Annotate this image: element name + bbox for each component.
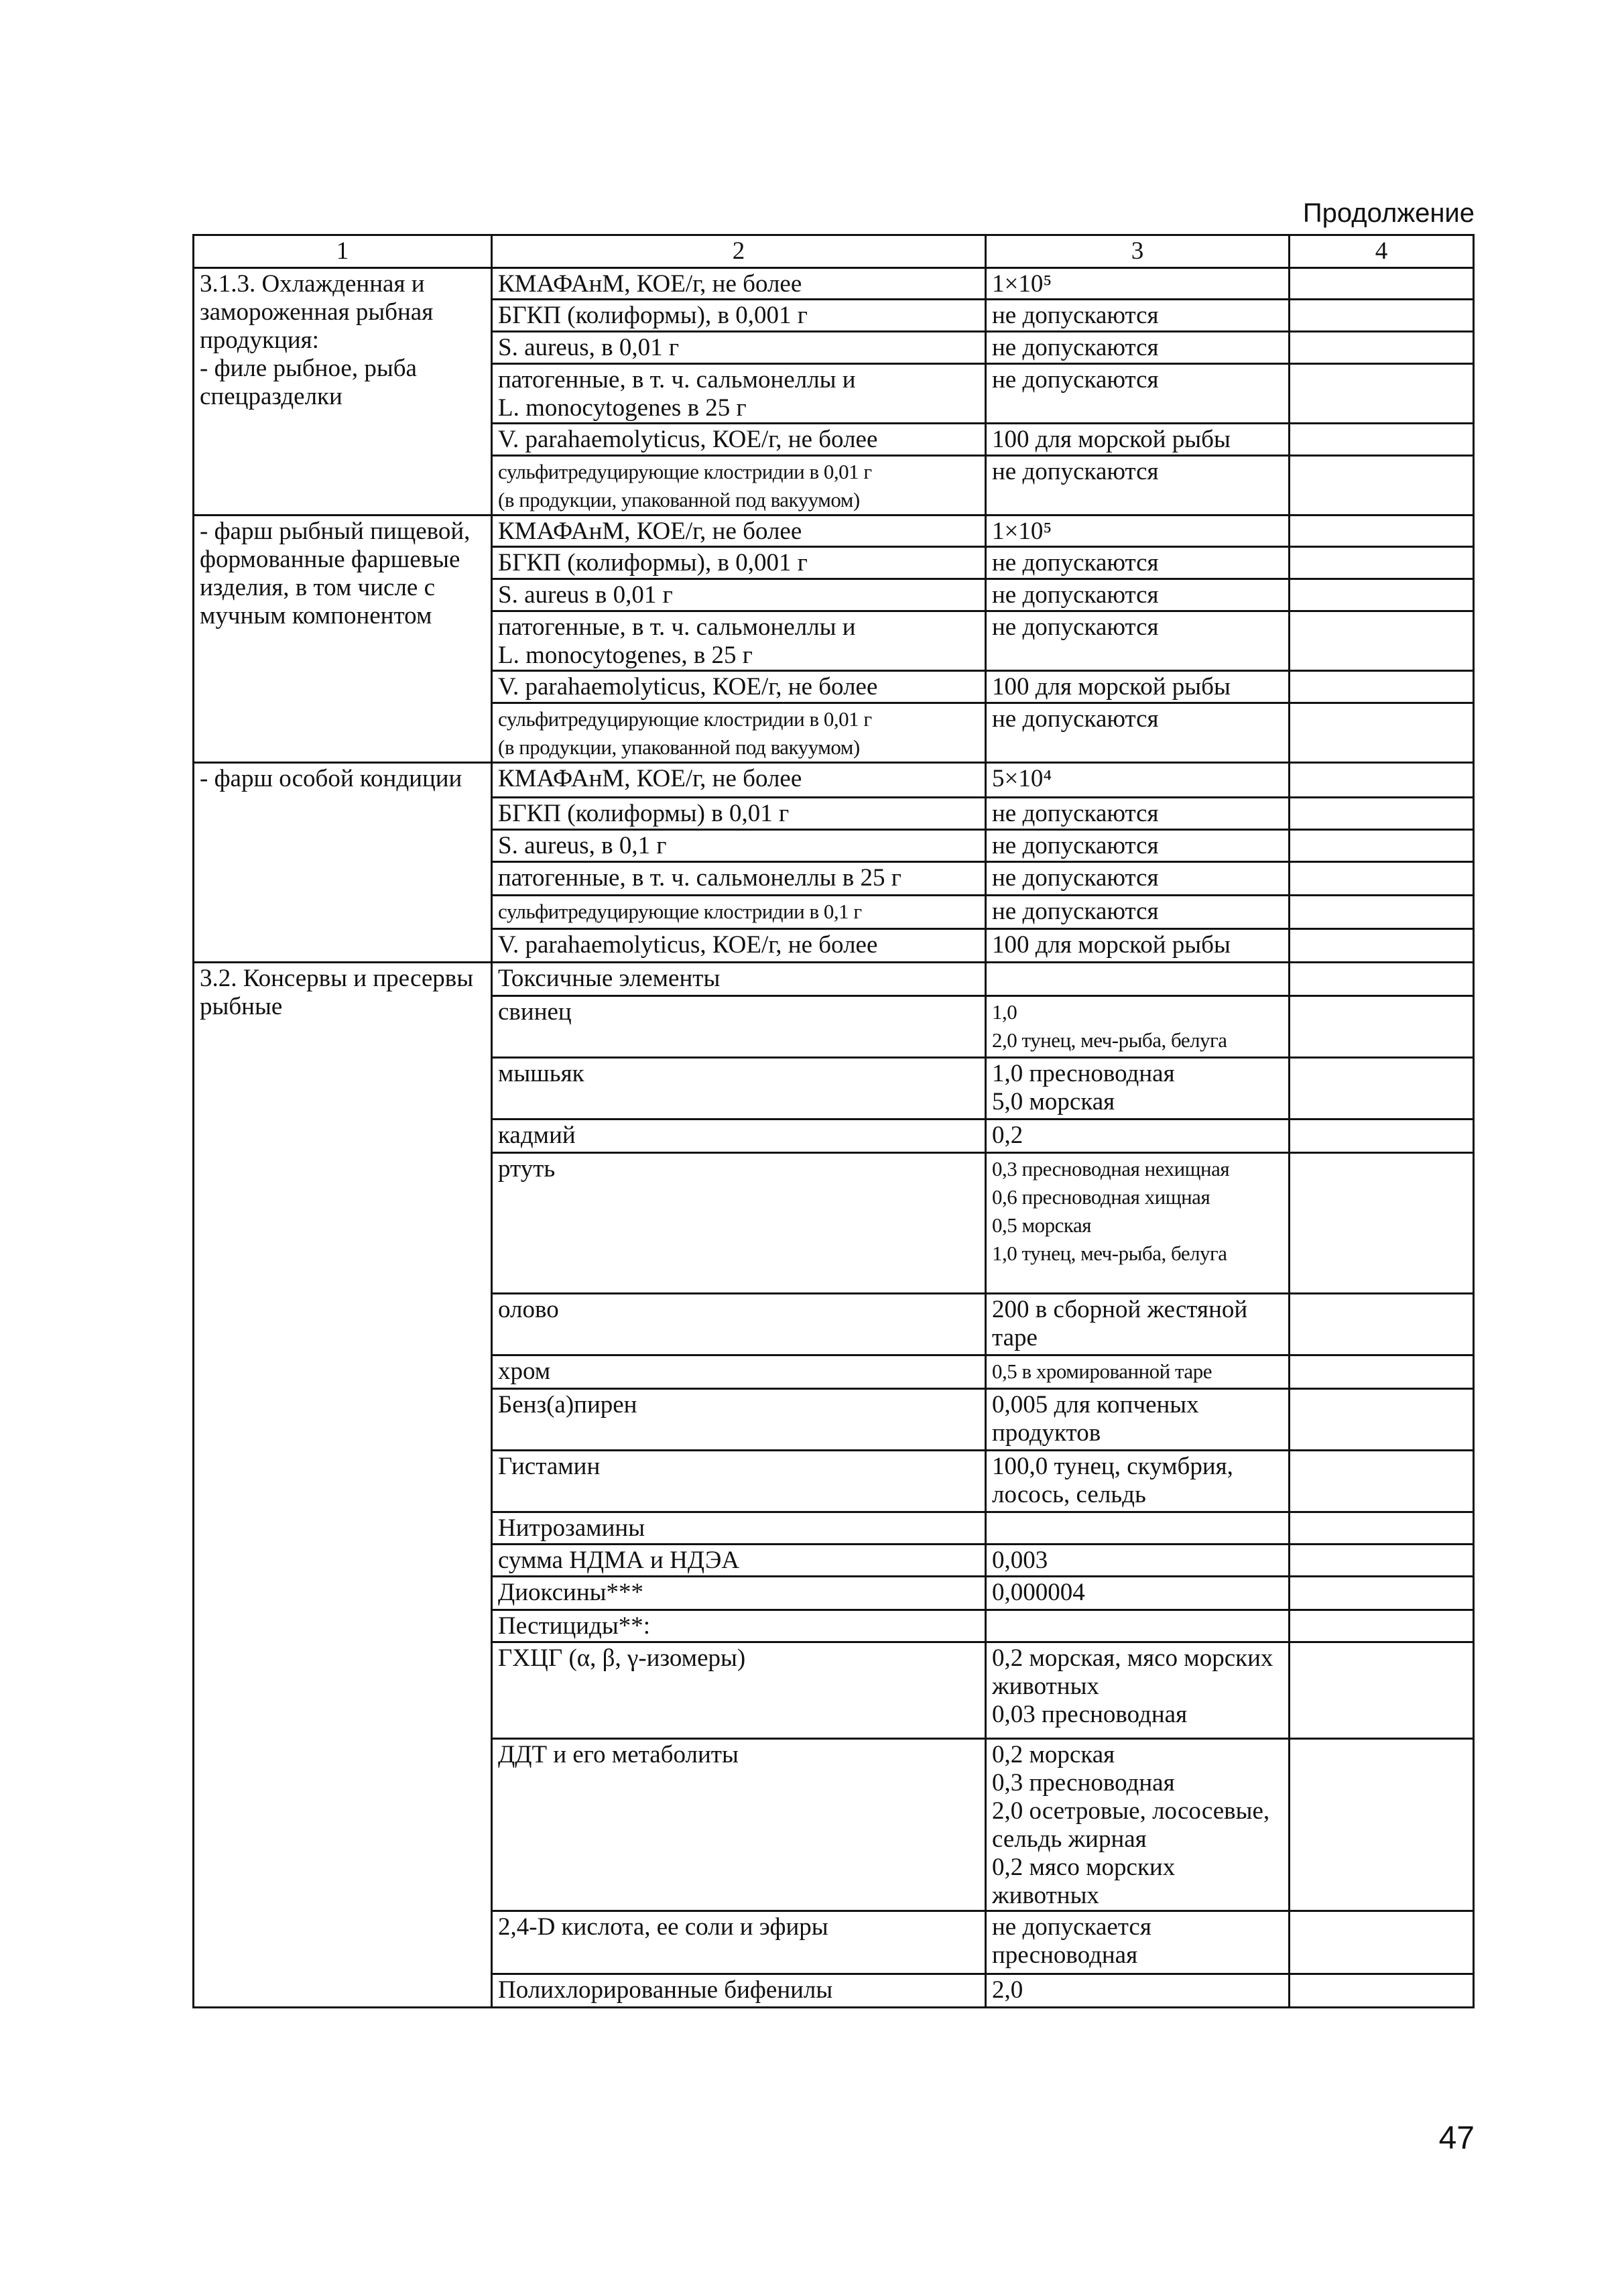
product-group-label: - фарш особой кондиции [194,763,492,963]
value-cell: 1,0 пресноводная 5,0 морская [986,1058,1290,1120]
note-cell [1290,1355,1474,1389]
value-cell: 2,0 [986,1974,1290,2008]
value-cell [986,1512,1290,1545]
indicator-cell: БГКП (колиформы), в 0,001 г [492,547,986,579]
indicator-cell: S. aureus, в 0,1 г [492,830,986,862]
table-row [194,516,1474,547]
value-cell: 0,5 в хромированной таре [986,1355,1290,1389]
value-cell: не допускаются [986,703,1290,763]
indicator-cell: патогенные, в т. ч. сальмонеллы и L. monocytogenes, в 25 г [492,611,986,671]
value-cell: не допускаются [986,300,1290,332]
column-number-3: 3 [986,235,1290,268]
note-cell [1290,547,1474,579]
note-cell [1290,1512,1474,1545]
note-cell [1290,1294,1474,1355]
note-cell [1290,929,1474,963]
value-cell [986,1610,1290,1642]
value-cell: не допускается пресноводная [986,1911,1290,1974]
indicator-cell: Гистамин [492,1451,986,1512]
note-cell [1290,963,1474,996]
indicator-cell: патогенные, в т. ч. сальмонеллы в 25 г [492,862,986,896]
note-cell [1290,1153,1474,1294]
value-cell: не допускаются [986,364,1290,424]
note-cell [1290,456,1474,516]
note-cell [1290,1974,1474,2008]
value-cell: не допускаются [986,896,1290,929]
note-cell [1290,1389,1474,1451]
column-number-4: 4 [1290,235,1474,268]
note-cell [1290,1911,1474,1974]
indicator-cell: Полихлорированные бифенилы [492,1974,986,2008]
indicator-cell: сумма НДМА и НДЭА [492,1545,986,1577]
standards-table [192,234,1475,2008]
value-cell: 200 в сборной жестяной таре [986,1294,1290,1355]
note-cell [1290,579,1474,611]
value-cell: 0,2 морская, мясо морских животных 0,03 пресноводная [986,1642,1290,1739]
indicator-cell: Бенз(а)пирен [492,1389,986,1451]
indicator-cell: хром [492,1355,986,1389]
indicator-cell: кадмий [492,1120,986,1153]
indicator-cell: 2,4-D кислота, ее соли и эфиры [492,1911,986,1974]
indicator-cell: олово [492,1294,986,1355]
value-cell: 100 для морской рыбы [986,929,1290,963]
page-number: 47 [1438,2120,1475,2156]
value-cell: 100 для морской рыбы [986,671,1290,703]
section-header: Нитрозамины [492,1512,986,1545]
value-cell: не допускаются [986,456,1290,516]
note-cell [1290,763,1474,798]
value-cell: не допускаются [986,830,1290,862]
note-cell [1290,1739,1474,1911]
note-cell [1290,1577,1474,1610]
value-cell [986,963,1290,996]
value-cell: 5×10⁴ [986,763,1290,798]
note-cell [1290,896,1474,929]
product-group-label: 3.1.3. Охлажденная и замороженная рыбная продукция: - филе рыбное, рыба спецразделки [194,268,492,516]
table-row [194,268,1474,300]
value-cell: 0,005 для копченых продуктов [986,1389,1290,1451]
value-cell: 1,0 2,0 тунец, меч-рыба, белуга [986,996,1290,1058]
value-cell: не допускаются [986,798,1290,830]
note-cell [1290,996,1474,1058]
value-cell: 1×10⁵ [986,268,1290,300]
section-header: Токсичные элементы [492,963,986,996]
note-cell [1290,516,1474,547]
indicator-cell: S. aureus, в 0,01 г [492,332,986,364]
column-number-row [194,235,1474,268]
column-number-2: 2 [492,235,986,268]
indicator-cell: S. aureus в 0,01 г [492,579,986,611]
table-body [194,235,1474,2008]
note-cell [1290,1610,1474,1642]
value-cell: 0,2 [986,1120,1290,1153]
indicator-cell: свинец [492,996,986,1058]
indicator-cell: V. parahaemolyticus, КОЕ/г, не более [492,929,986,963]
value-cell: 1×10⁵ [986,516,1290,547]
indicator-cell: мышьяк [492,1058,986,1120]
product-group-label: - фарш рыбный пищевой, формованные фаршевые изделия, в том числе с мучным компонентом [194,516,492,763]
value-cell: 0,2 морская 0,3 пресноводная 2,0 осетровые, лососевые, сельдь жирная 0,2 мясо морских животных [986,1739,1290,1911]
indicator-cell: сульфитредуцирующие клостридии в 0,1 г [492,896,986,929]
note-cell [1290,611,1474,671]
indicator-cell: ртуть [492,1153,986,1294]
section-header: Пестициды**: [492,1610,986,1642]
value-cell: не допускаются [986,547,1290,579]
indicator-cell: V. parahaemolyticus, КОЕ/г, не более [492,671,986,703]
product-group-label: 3.2. Консервы и пресервы рыбные [194,963,492,2008]
indicator-cell: БГКП (колиформы), в 0,001 г [492,300,986,332]
note-cell [1290,268,1474,300]
indicator-cell: ДДТ и его метаболиты [492,1739,986,1911]
value-cell: 100,0 тунец, скумбрия, лосось, сельдь [986,1451,1290,1512]
value-cell: 100 для морской рыбы [986,424,1290,456]
value-cell: не допускаются [986,611,1290,671]
indicator-cell: сульфитредуцирующие клостридии в 0,01 г (в продукции, упакованной под вакуумом) [492,456,986,516]
note-cell [1290,332,1474,364]
indicator-cell: КМАФАнМ, КОЕ/г, не более [492,268,986,300]
value-cell: не допускаются [986,579,1290,611]
indicator-cell: ГХЦГ (α, β, γ-изомеры) [492,1642,986,1739]
note-cell [1290,703,1474,763]
value-cell: не допускаются [986,332,1290,364]
table-row [194,763,1474,798]
indicator-cell: Диоксины*** [492,1577,986,1610]
value-cell: 0,000004 [986,1577,1290,1610]
indicator-cell: патогенные, в т. ч. сальмонеллы и L. monocytogenes в 25 г [492,364,986,424]
indicator-cell: V. parahaemolyticus, КОЕ/г, не более [492,424,986,456]
value-cell: 0,3 пресноводная нехищная 0,6 пресноводная хищная 0,5 морская 1,0 тунец, меч-рыба, белуга [986,1153,1290,1294]
value-cell: 0,003 [986,1545,1290,1577]
column-number-1: 1 [194,235,492,268]
continuation-label: Продолжение [1302,198,1475,228]
note-cell [1290,364,1474,424]
indicator-cell: сульфитредуцирующие клостридии в 0,01 г (в продукции, упакованной под вакуумом) [492,703,986,763]
note-cell [1290,1545,1474,1577]
note-cell [1290,671,1474,703]
note-cell [1290,300,1474,332]
indicator-cell: БГКП (колиформы) в 0,01 г [492,798,986,830]
note-cell [1290,830,1474,862]
table-row [194,963,1474,996]
value-cell: не допускаются [986,862,1290,896]
indicator-cell: КМАФАнМ, КОЕ/г, не более [492,763,986,798]
indicator-cell: КМАФАнМ, КОЕ/г, не более [492,516,986,547]
note-cell [1290,1058,1474,1120]
note-cell [1290,1120,1474,1153]
note-cell [1290,424,1474,456]
note-cell [1290,1642,1474,1739]
note-cell [1290,862,1474,896]
note-cell [1290,1451,1474,1512]
note-cell [1290,798,1474,830]
